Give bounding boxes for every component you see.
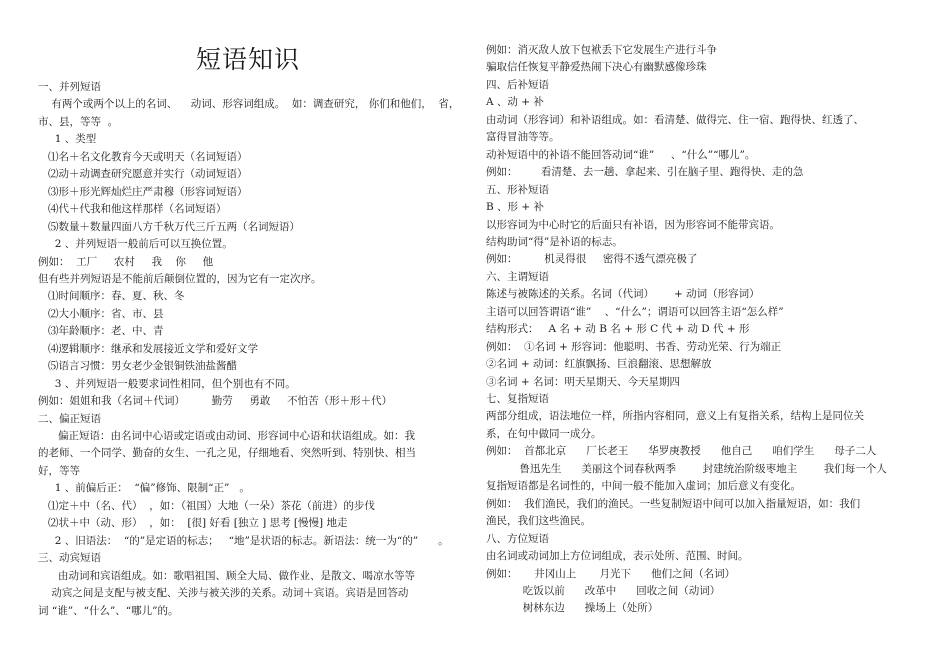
text-line: 有两个或两个以上的名词、 动词、形容词组成。 如：调查研究， 你们和他们， 省，: [38, 98, 460, 111]
text-line: 主语可以回答谓语“谁” 、“什么”；谓语可以回答主语“怎么样”: [486, 305, 784, 318]
text-line: 以形容词为中心时它的后面只有补语，因为形容词不能带宾语。: [486, 218, 780, 231]
text-line: ⑴名＋名文化教育今天或明天（名词短语）: [38, 150, 248, 163]
text-line: 树林东边 操场上（处所）: [486, 602, 659, 615]
text-line: 由动词和宾语组成。如：歌唱祖国、顾全大局、做作业、是散文、喝凉水等等: [38, 569, 416, 582]
text-line: ②名词 + 动词：红旗飘扬、巨浪翻滚、思想解放: [486, 358, 712, 371]
text-line: 例如： 我们渔民，我们的渔民。一些复制短语中间可以加入指量短语，如：我们: [486, 497, 861, 510]
text-line: 的老师、一个同学、勤奋的女生、一孔之见，仔细地看、突然听到、特别快、相当: [38, 447, 416, 460]
text-line: 1 、前偏后正： “偏”修饰、限制“正” 。: [38, 482, 250, 495]
text-line: 词 “谁”、“什么”、“哪儿”的。: [38, 604, 179, 617]
text-line: ⑵动＋动调查研究愿意并实行（动词短语）: [38, 168, 248, 181]
text-line: ⑶年龄顺序：老、中、青: [38, 325, 164, 338]
text-line: ⑶形＋形光辉灿烂庄严肃穆（形容词短语）: [38, 185, 248, 198]
text-line: 二、偏正短语: [38, 412, 101, 425]
text-line: 动补短语中的补语不能回答动词“谁” 、“什么”“哪儿”。: [486, 148, 756, 161]
text-line: 由动词（形容词）和补语组成。如：看清楚、做得完、住一宿、跑得快、红透了、: [486, 113, 864, 126]
text-line: 陈述与被陈述的关系。名词（代词） + 动词（形容词）: [486, 288, 760, 301]
text-line: 例如： 工厂 农村 我 你 他: [38, 255, 214, 268]
text-line: 例如：消灭敌人放下包袱丢下它发展生产进行斗争: [486, 44, 717, 56]
text-line: 例如： 看清楚、去一趟、拿起来、引在脑子里、跑得快、走的急: [486, 166, 804, 179]
text-line: 例如： 首都北京 厂长老王 华罗庚教授 他自己 咱们学生 母子二人: [486, 445, 877, 458]
text-line: 一、并列短语: [38, 81, 101, 93]
text-line: 结构形式： A 名 + 动 B 名 + 形 C 代 + 动 D 代 + 形: [486, 323, 750, 336]
text-line: 复指短语都是名词性的，中间一般不能加入虚词；加后意义有变化。: [486, 480, 801, 493]
text-line: 好，等等: [38, 464, 80, 477]
text-line: ⑷代＋代我和他这样那样（名词短语）: [38, 203, 227, 216]
text-line: 由名词或动词加上方位词组成，表示处所、范围、时间。: [486, 550, 749, 563]
text-line: ⑷逻辑顺序：继承和发展接近文学和爱好文学: [38, 342, 259, 355]
text-line: 2 、旧语法： “的”是定语的标志； “地”是状语的标志。新语法：统一为“的” 。: [38, 534, 449, 547]
text-line: 四、后补短语: [486, 78, 549, 91]
text-line: 富得冒油等等。: [486, 131, 560, 144]
text-line: 六、主谓短语: [486, 270, 549, 283]
text-line: 渔民，我们这些渔民。: [486, 515, 591, 528]
text-line: 例如： ①名词 + 形容词：他聪明、书香、劳动光荣、行为端正: [486, 340, 782, 353]
text-line: ⑵大小顺序：省、市、县: [38, 307, 164, 320]
text-line: 结构助词“得”是补语的标志。: [486, 235, 623, 248]
text-line: 例如： 机灵得很 密得不透气漂亮极了: [486, 253, 698, 266]
text-line: 吃饭以前 改革中 回收之间（动词）: [486, 584, 721, 597]
page-title: 短语知识: [196, 45, 301, 74]
text-line: 系，在句中做同一成分。: [486, 427, 602, 440]
text-line: 骗取信任恢复平静爱热闹下决心有幽默感像珍珠: [486, 61, 707, 74]
text-line: B 、形 + 补: [486, 201, 545, 214]
text-line: ⑴时间顺序：春、夏、秋、冬: [38, 290, 185, 303]
text-line: ⑵状＋中（动、形） ，如： [很] 好看 [独立 ] 思考 [慢慢] 地走: [38, 517, 348, 530]
text-line: 两部分组成，语法地位一样，所指内容相同，意义上有复指关系，结构上是同位关: [486, 410, 864, 423]
text-line: A 、动 + 补: [486, 96, 544, 109]
text-line: ③名词 + 名词：明天星期天、今天星期四: [486, 375, 680, 388]
text-line: ⑸语言习惯：男女老少金银铜铁油盐酱醋: [38, 360, 238, 373]
text-line: 三、动宾短语: [38, 552, 101, 565]
text-line: 例如： 井冈山上 月光下 他们之间（名词）: [486, 567, 736, 580]
text-line: 市、县，等等 。: [38, 115, 119, 128]
text-line: 1 、类型: [38, 133, 97, 146]
text-line: 鲁迅先生 美丽这个词春秋两季 封建统治阶级枣地主 我们每一个人: [486, 462, 887, 475]
text-line: 2 、并列短语一般前后可以互换位置。: [38, 238, 233, 251]
text-line: 但有些并列短语是不能前后颠倒位置的，因为它有一定次序。: [38, 272, 322, 285]
text-line: 例如：姐姐和我（名词＋代词） 勤劳 勇敢 不怕苦（形＋形＋代）: [38, 395, 393, 408]
text-line: 五、形补短语: [486, 183, 549, 196]
text-line: ⑸数量＋数量四面八方千秋万代三斤五两（名词短语）: [38, 220, 301, 233]
text-line: 八、方位短语: [486, 532, 549, 545]
text-line: ⑴定＋中（名、代） ，如：（祖国）大地（一朵）茶花（前进）的步伐: [38, 499, 375, 512]
text-line: 七、复指短语: [486, 393, 549, 405]
text-line: 动宾之间是支配与被支配、关涉与被关涉的关系。动词＋宾语。宾语是回答动: [38, 587, 409, 600]
text-line: 偏正短语：由名词中心语或定语或由动词、形容词中心语和状语组成。如：我: [38, 430, 416, 442]
text-line: 3 、并列短语一般要求词性相同，但个别也有不同。: [38, 377, 296, 390]
